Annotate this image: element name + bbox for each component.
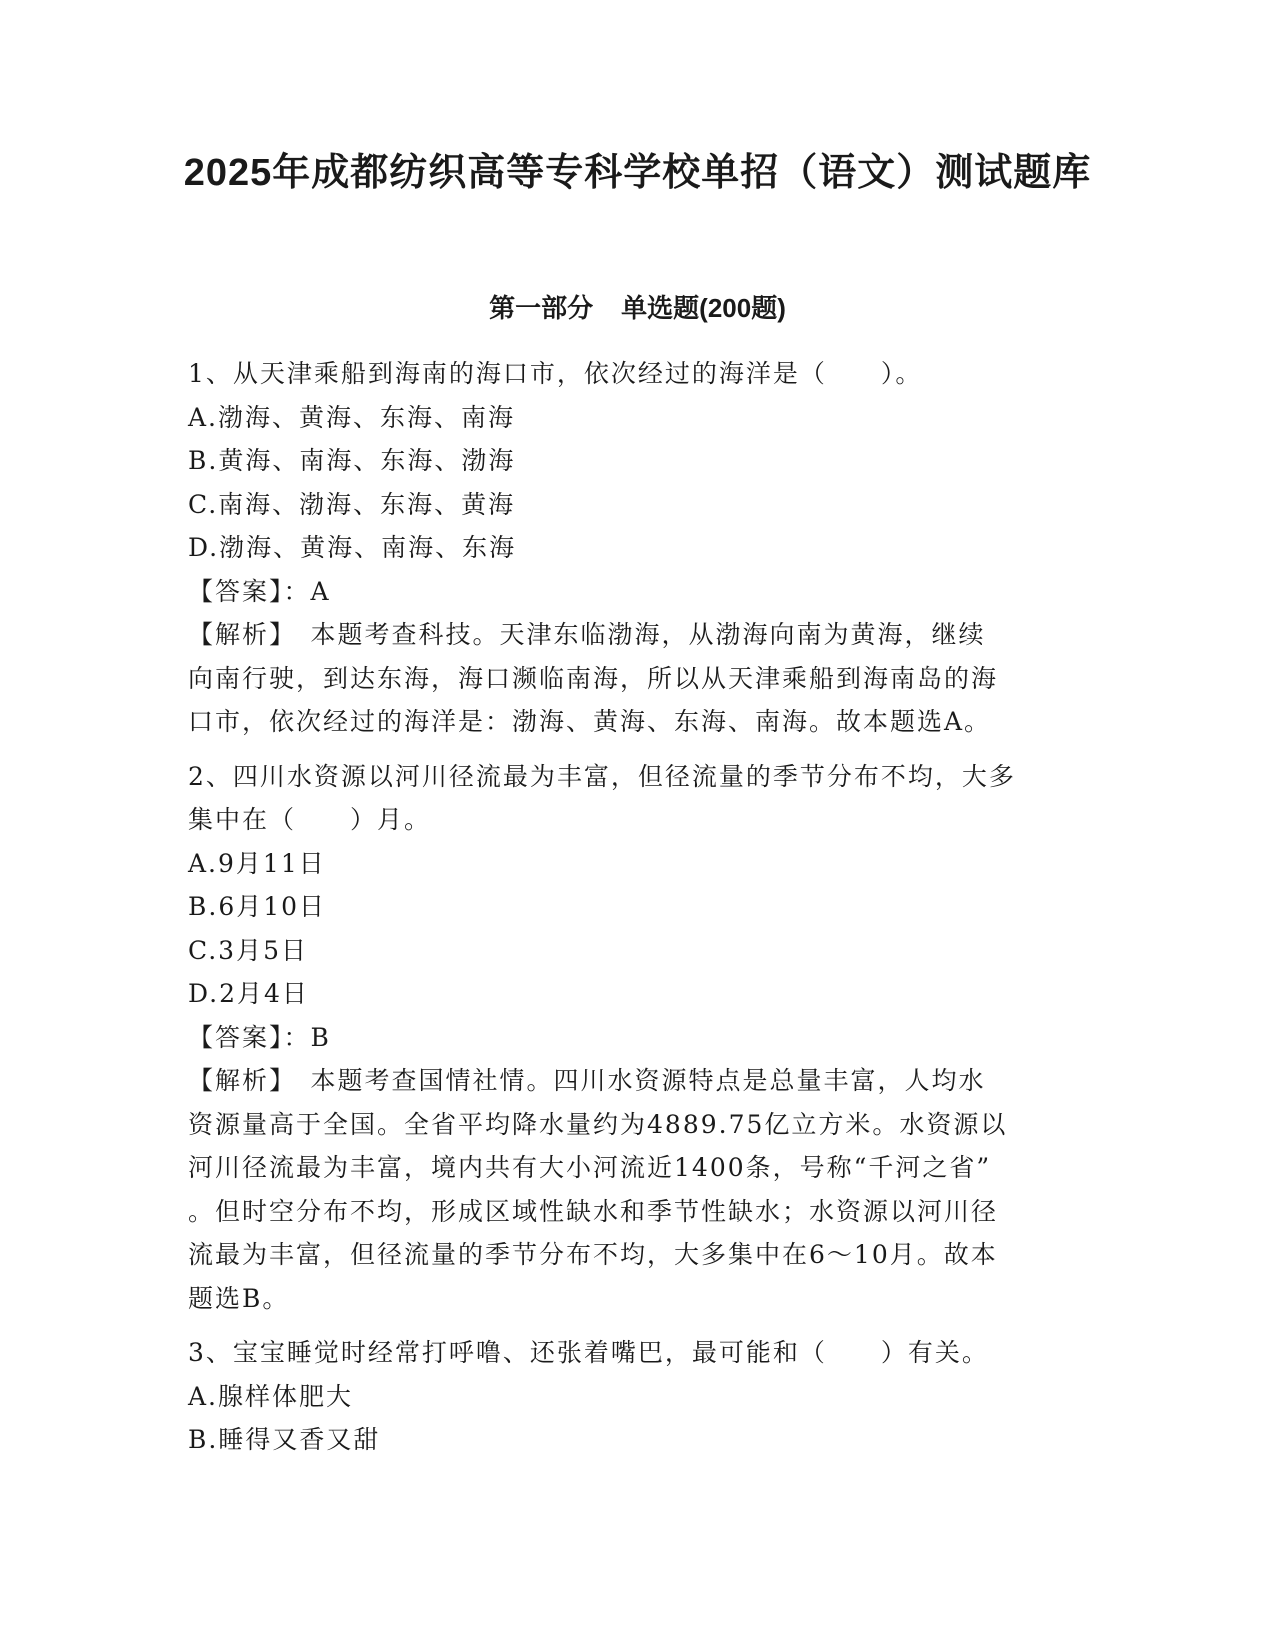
answer-value: A	[310, 576, 331, 606]
question-2-stem-line-1: 2、四川水资源以河川径流最为丰富，但径流量的季节分布不均，大多	[188, 761, 1016, 791]
answer-label: 【答案】：	[188, 1022, 311, 1052]
document-title: 2025年成都纺织高等专科学校单招（语文）测试题库	[183, 152, 1092, 194]
question-1-analysis-line-1	[188, 613, 1088, 657]
question-2-analysis-line-4: 。但时空分布不均，形成区域性缺水和季节性缺水；水资源以河川径	[188, 1196, 999, 1226]
question-2-stem-line-2: 集中在（ ）月。	[188, 805, 432, 834]
question-3-option-a: A.腺样体肥大	[188, 1381, 354, 1411]
question-2-analysis-line-3: 河川径流最为丰富，境内共有大小河流近1400条，号称“千河之省”	[188, 1153, 992, 1182]
question-2-option-c: C.3月5日	[188, 935, 308, 965]
question-2-analysis-line-2: 资源量高于全国。全省平均降水量约为4889.75亿立方米。水资源以	[188, 1109, 1008, 1139]
question-1-stem: 1、从天津乘船到海南的海口市，依次经过的海洋是（ ）。	[188, 359, 923, 388]
question-1	[188, 352, 1088, 744]
analysis-text: 本题考查国情社情。四川水资源特点是总量丰富，人均水	[283, 1066, 986, 1095]
question-3-stem: 3、宝宝睡觉时经常打呼噜、还张着嘴巴，最可能和（ ）有关。	[188, 1338, 989, 1367]
question-1-option-d: D.渤海、黄海、南海、东海	[188, 533, 517, 562]
section-heading	[0, 288, 1275, 328]
question-3-option-b: B.睡得又香又甜	[188, 1425, 381, 1454]
question-2-analysis-line-5: 流最为丰富，但径流量的季节分布不均，大多集中在6～10月。故本	[188, 1240, 998, 1269]
question-1-analysis-line-3: 口市，依次经过的海洋是：渤海、黄海、东海、南海。故本题选A。	[188, 707, 992, 736]
question-3	[188, 1331, 1088, 1462]
question-1-option-a: A.渤海、黄海、东海、南海	[188, 402, 516, 432]
question-2-option-a: A.9月11日	[188, 848, 326, 878]
question-list	[188, 352, 1088, 1462]
answer-value: B	[310, 1022, 331, 1052]
analysis-label: 【解析】	[188, 1066, 284, 1095]
analysis-label: 【解析】	[188, 620, 284, 649]
question-1-analysis-line-2: 向南行驶，到达东海，海口濒临南海，所以从天津乘船到海南岛的海	[188, 663, 999, 693]
question-2-option-d: D.2月4日	[188, 979, 309, 1008]
question-1-option-c: C.南海、渤海、东海、黄海	[188, 489, 516, 519]
analysis-text: 本题考查科技。天津东临渤海，从渤海向南为黄海，继续	[283, 620, 986, 649]
answer-label: 【答案】：	[188, 576, 311, 606]
question-2-analysis-line-1	[188, 1059, 1088, 1103]
question-2-analysis-line-6: 题选B。	[188, 1283, 290, 1313]
question-2	[188, 755, 1088, 1321]
section-part: 第一部分	[489, 293, 594, 323]
section-name: 单选题(200题)	[621, 293, 786, 323]
question-2-option-b: B.6月10日	[188, 892, 327, 921]
question-1-answer	[188, 570, 1088, 614]
question-1-option-b: B.黄海、南海、东海、渤海	[188, 446, 516, 475]
question-2-answer	[188, 1016, 1088, 1060]
